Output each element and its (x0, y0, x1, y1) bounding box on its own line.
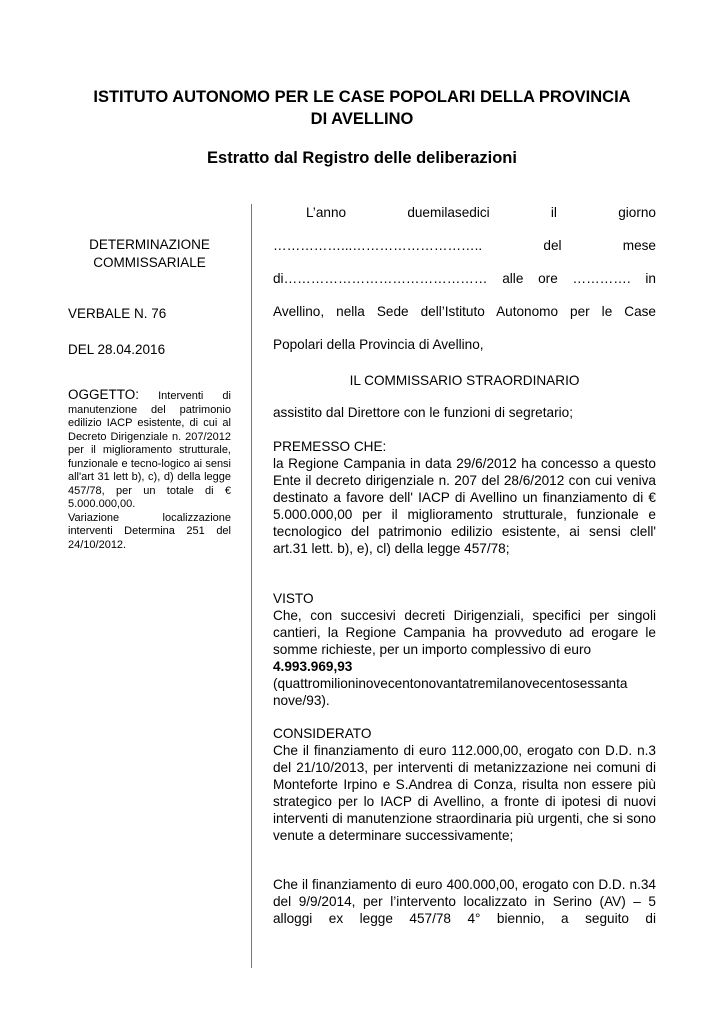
intro-word: il (550, 205, 557, 220)
determinazione-line-1: DETERMINAZIONE (89, 237, 210, 252)
visto-paragraph (273, 607, 656, 675)
visto-amount: 4.993.969,93 (273, 659, 353, 674)
intro-line-4: Avellino, nella Sede dell’Istituto Autonomo per le Case (273, 304, 656, 319)
visto-amount-words-1: (quattromilioninovecentonovantatremilanovecentosessanta (273, 676, 628, 691)
determinazione-line-2: COMMISSARIALE (93, 255, 206, 270)
verbale-number: VERBALE N. 76 (68, 306, 167, 321)
intro-word: in (645, 271, 656, 286)
intro-line-1 (273, 204, 656, 237)
intro-word: alle (502, 271, 524, 286)
premesso-heading: PREMESSO CHE: (273, 439, 387, 454)
intro-line-5: Popolari della Provincia di Avellino, (273, 337, 484, 352)
visto-amount-words-2: nove/93). (273, 693, 330, 708)
visto-text: Che, con succesivi decreti Dirigenziali, specifici per singoli cantieri, la Regione Campania ha provveduto ad erogare le somme richieste, per un importo complessivo di euro (273, 608, 656, 657)
considerato-section (273, 725, 656, 844)
intro-word: duemilasedici (407, 205, 490, 220)
document-title (60, 86, 664, 130)
document-subtitle: Estratto dal Registro delle deliberazioni (207, 149, 517, 167)
intro-word: ore (538, 271, 558, 286)
determinazione-label (68, 236, 231, 272)
variazione-text: Variazione localizzazione interventi Determina 251 del 24/10/2012. (68, 511, 231, 551)
intro-paragraph (273, 204, 656, 369)
oggetto-text: Interventi di manutenzione del patrimonio edilizio IACP esistente, di cui al Decreto Dirigenziale n. 207/2012 per il miglioramento strutturale, funzionale e tecno-logico ai sensi all'art 31 lett b), c), d) della legge 457/78, per un totale di € 5.000.000,00. (68, 390, 231, 510)
oggetto-paragraph (68, 388, 231, 512)
intro-word: …………. (572, 271, 631, 286)
intro-word: di……………………………………… (273, 271, 488, 286)
intro-word: giorno (618, 205, 656, 220)
verbale-date: DEL 28.04.2016 (68, 342, 166, 357)
column-divider (251, 204, 252, 968)
oggetto-section (68, 388, 231, 552)
intro-word: del (543, 238, 562, 253)
secondo-finanziamento-text: Che il finanziamento di euro 400.000,00, erogato con D.D. n.34 del 9/9/2014, per l’intervento localizzato in Serino (AV) – 5 alloggi ex legge 457/78 4° biennio, a seguito di (273, 877, 656, 926)
intro-word: mese (622, 238, 656, 253)
title-line-2: DI AVELLINO (310, 110, 414, 128)
intro-word: L’anno (306, 205, 347, 220)
oggetto-label: OGGETTO: (68, 387, 140, 402)
premesso-text: la Regione Campania in data 29/6/2012 ha concesso a questo Ente il decreto dirigenziale n. 207 del 28/6/2012 con cui veniva destinato a favore dell' IACP di Avellino un finanziamento di € 5.000.000,00 per il miglioramento strutturale, funzionale e tecnologico del patrimonio edilizio esistente, ai sensi clell' art.31 lett. b), e), cl) della legge 457/78; (273, 456, 656, 556)
premesso-section (273, 438, 656, 557)
intro-line-3 (273, 270, 656, 303)
title-line-1: ISTITUTO AUTONOMO PER LE CASE POPOLARI DELLA PROVINCIA (93, 88, 631, 106)
commissario-heading: IL COMMISSARIO STRAORDINARIO (349, 373, 580, 388)
visto-section (273, 590, 656, 709)
considerato-heading: CONSIDERATO (273, 726, 372, 741)
visto-heading: VISTO (273, 591, 314, 606)
intro-word: ……………...……………………….. (273, 238, 483, 253)
considerato-text: Che il finanziamento di euro 112.000,00, erogato con D.D. n.3 del 21/10/2013, per interventi di metanizzazione nei comuni di Monteforte Irpino e S.Andrea di Conza, risulta non essere più strategico per lo IACP di Avellino, a fronte di ipotesi di nuovi interventi di manutenzione straordinaria più urgenti, che si sono venute a determinare successivamente; (273, 743, 656, 843)
assistito-line: assistito dal Direttore con le funzioni di segretario; (273, 405, 573, 420)
secondo-finanziamento-section (273, 876, 656, 927)
intro-line-2 (273, 237, 656, 270)
